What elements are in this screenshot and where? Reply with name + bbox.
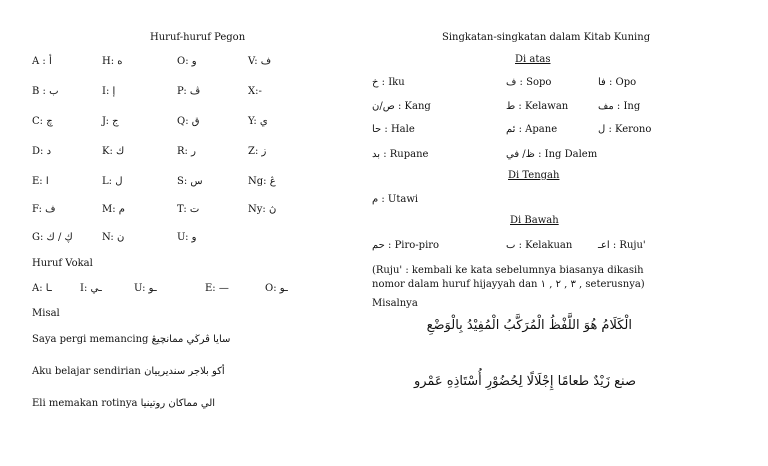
- example-latin: Eli memakan rotinya: [32, 398, 138, 409]
- singkatan-item: بد : Rupane: [372, 149, 429, 160]
- ditengah-heading: Di Tengah: [508, 170, 560, 181]
- singkatan-item: مف : Ing: [598, 101, 641, 112]
- pegon-letter-cell: A : أ: [32, 56, 52, 67]
- diatas-heading: Di atas: [515, 54, 551, 65]
- ruju-note: (Ruju' : kembali ke kata sebelumnya biasanya dikasih nomor dalam huruf hijayyah dan ٣ , ٢ , ١ , seterusnya): [372, 265, 645, 290]
- arabic-example-line: الْكَلَامُ هُوَ اللَّفْظُ الْمُرَكَّبُ الْمُفِيْدُ بِالْوَضْعِ: [426, 318, 632, 333]
- pegon-letter-cell: K: ك: [102, 146, 125, 157]
- example-latin: Saya pergi memancing: [32, 334, 149, 345]
- pegon-letter-cell: I: إ: [102, 86, 116, 97]
- pegon-letter-cell: Ny: ڽ: [248, 204, 277, 215]
- ditengah-item: م : Utawi: [372, 194, 419, 205]
- pegon-letter-cell: X:-: [248, 86, 262, 97]
- pegon-letter-cell: M: م: [102, 204, 125, 215]
- vokal-item: E: —: [205, 283, 229, 294]
- pegon-letter-cell: O: و: [177, 56, 197, 67]
- singkatan-item: ص/ن : Kang: [372, 101, 431, 112]
- pegon-letter-cell: C: چ: [32, 116, 53, 127]
- pegon-letter-cell: T: ت: [177, 204, 200, 215]
- pegon-letter-cell: P: ڤ: [177, 86, 201, 97]
- left-title: Huruf-huruf Pegon: [150, 32, 246, 43]
- example-row: [32, 334, 230, 345]
- vokal-heading: Huruf Vokal: [32, 258, 93, 269]
- misalnya-heading: Misalnya: [372, 298, 418, 309]
- dibawah-item: حم : Piro-piro: [372, 240, 440, 251]
- pegon-letter-cell: V: ف: [248, 56, 272, 67]
- pegon-letter-cell: Z: ز: [248, 146, 267, 157]
- pegon-letter-cell: Q: ق: [177, 116, 200, 127]
- singkatan-item: ل : Kerono: [598, 124, 652, 135]
- dibawah-item: ٮ : Kelakuan: [506, 240, 573, 251]
- vokal-item: A: ـا: [32, 283, 52, 294]
- pegon-letter-cell: L: ل: [102, 176, 123, 187]
- singkatan-item: ظ/ في : Ing Dalem: [506, 149, 598, 160]
- example-row: [32, 366, 225, 377]
- dibawah-item: اعـ : Ruju': [598, 240, 646, 251]
- example-arabic: أكو بلاجر سنديرييان: [144, 366, 225, 377]
- example-row: [32, 398, 215, 409]
- pegon-letter-cell: S: س: [177, 176, 203, 187]
- singkatan-item: ئم : Apane: [506, 124, 558, 135]
- singkatan-item: ط : Kelawan: [506, 101, 569, 112]
- pegon-letter-cell: B : ب: [32, 86, 59, 97]
- pegon-letter-cell: Ng: ڠ: [248, 176, 276, 187]
- example-arabic: سايا ڤرڬي ممانچيڠ: [151, 334, 231, 345]
- misal-heading: Misal: [32, 308, 60, 319]
- vokal-item: U: ـو: [134, 283, 157, 294]
- example-arabic: الي مماكان روتينيا: [140, 398, 216, 409]
- vokal-item: O: ـو: [265, 283, 288, 294]
- pegon-letter-cell: Y: ي: [248, 116, 268, 127]
- pegon-letter-cell: R: ر: [177, 146, 196, 157]
- pegon-letter-cell: H: ه: [102, 56, 123, 67]
- dibawah-heading: Di Bawah: [510, 215, 559, 226]
- pegon-letter-cell: E: ا: [32, 176, 49, 187]
- pegon-letter-cell: G: ڮ / ك: [32, 232, 73, 243]
- singkatan-item: حا : Hale: [372, 124, 415, 135]
- singkatan-item: فا : Opo: [598, 77, 637, 88]
- pegon-letter-cell: F: ف: [32, 204, 56, 215]
- example-latin: Aku belajar sendirian: [32, 366, 141, 377]
- singkatan-item: ف : Sopo: [506, 77, 552, 88]
- pegon-letter-cell: N: ن: [102, 232, 125, 243]
- singkatan-item: خ : Iku: [372, 77, 405, 88]
- arabic-example-line: صنع زَيْدٌ طعامًا إِجْلَالًا لِحُضُوْرِ أُسْتَاذِهِ عَمْرو: [413, 374, 636, 389]
- vokal-item: I: ـي: [80, 283, 102, 294]
- pegon-letter-cell: U: و: [177, 232, 197, 243]
- pegon-letter-cell: J: ج: [102, 116, 119, 127]
- right-title: Singkatan-singkatan dalam Kitab Kuning: [442, 32, 651, 43]
- pegon-letter-cell: D: د: [32, 146, 52, 157]
